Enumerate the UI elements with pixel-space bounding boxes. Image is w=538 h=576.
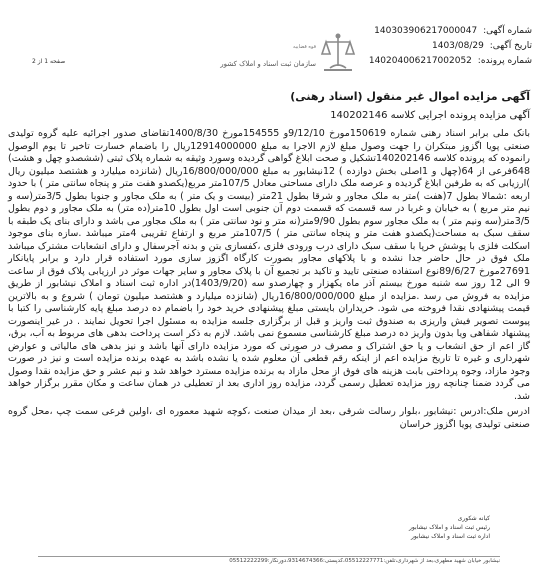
ad-date: 1403/08/29: [432, 41, 484, 51]
footer-address: نیشابور خیابان شهید مطهری،بعد از شهرداری،تلفن:05512227771،کدپستی:9314674366،دورنگار:05512222299: [229, 558, 500, 564]
judiciary-emblem-icon: [320, 30, 356, 74]
file-number-label: شماره پرونده:: [477, 56, 532, 66]
file-number: 140204006217002052: [368, 56, 472, 66]
signatory-position: رئیس ثبت اسناد و املاک نیشابور: [409, 524, 490, 531]
ad-number: 140303906217000047: [374, 26, 478, 36]
auction-notice-body: بانک ملی برابر اسناد رهنی شماره 150619مورخ 9/12/10و 154555مورخ 1400/8/30تقاضای صدور اجرائیه علیه گروه تولیدی صنعتی پویا اگزوز مبتکران را جهت وصول مبلغ لازم الاجرا به مبلغ 12914000000ریال را باضمام خسارت تاخیر تا یوم الوصول رانموده که پرونده کلاسه 140202146تشکیل و صحت ابلاغ گواهی گردیده وسورد وثیقه به شماره پلاک ثبتی (ششصدو چهل و هشت) 648فرعی از 64(چهل و 1اصلی بخش دوازده ) 12نیشابور به مبلغ 16/800/000/000ریال (شانزده میلیارد و هشتصد میلیون ریال )ارزیابی که به طرفین ابلاغ گردیده و عرصه ملک دارای مساحتی معادل 107/5متر مربع(یکصدو هفت متر و پنجاه سانتی متر ) با حدود اربعه :شمالا بطول 7(هفت )متر به ملک مجاور و شرقا بطول 21متر (بیست و یک متر ) به ملک مجاور و جنوبا بطول 3/5متر(سه و نیم متر مربع ) به خیابان و غربا در سه قسمت که قسمت دوم آن جنوبی است اول بطول 10متر(ده متر) به ملک مجاور و دوم بطول 3/5متر(سه ونیم متر ) به ملک مجاور سوم بطول 9/90متر(نه متر و نود سانتی متر ) به ملک مجاور می باشد و دارای بنای یک طبقه با سقف سبک به مساحت(یکصدو هفت متر و پنجاه سانتی متر ) 107/5متر مربع و ارتفاع تقریبی 4متر میباشد .سازه بنای موجود اسکلت فلزی با پوشش خرپا با سقف سبک دارای درب ورودی فلزی ،کفسازی بتن و بدنه آجرسفال و دارای انشعابات مشترک میباشد ملک فوق در حال حاضر جدا نشده و با پلاکهای مجاور بصورت کارگاه اگزوز سازی مورد استفاده قرار دارد و برابر پایانکار 27691مورخ 89/6/27نوع استفاده صنعتی تایید و تاکید بر تجمیع آن با پلاک مجاور و سایر جهات موثر در ارزیابی پلاک فوق از ساعت 9 الی 12 روز سه شنبه مورخ بیستم آذر ماه یکهزار و چهارصدو سه (1403/9/20)در اداره ثبت اسناد و املاک نیشابور از طریق مزایده به فروش می رسد .مزایده از مبلغ 16/800/000/000ریال (شانزده میلیارد و هشتصد میلیون تومان ) شروع و به بالاترین قیمت پیشنهادی نقدا فروخته می شود. خریداران بایستی مبلغ پیشنهادی خرید خود را باضمام ده درصد مبلغ پایه کارشناسی را کتبا با پیوست تصویر فیش واریزی به صندوق ثبت واریز و قبل از برگزاری جلسه مزایده به مسئول اجرا تحویل نمایند . در غیر اینصورت پیشنهاد شفاهی ویا بدون واریز ده درصد مبلغ کارشناسی مسموع نمی باشد. لازم به ذکر است پرداخت بدهی های مربوط به آب، برق، گاز اعم از حق انشعاب و یا حق اشتراک و مصرف در صورتی که مورد مزایده دارای آنها باشد و نیز بدهی های مالیاتی و عوارض شهرداری و غیره تا تاریخ مزایده اعم از اینکه رقم قطعی آن معلوم شده یا نشده باشد به عهده برنده مزایده است و نیز در صورت وجود مازاد، وجوه پرداختی بابت هزینه های فوق از محل مازاد به برنده مزایده مسترد خواهد شد و نیم عشر و حق مزایده نقدا وصول می گردد ضمنا چنانچه روز مزایده تعطیل رسمی گردد، مزایده روز اداری بعد از تعطیلی در همان ساعت و مکان مقرر برگزار خواهد شد.: [8, 128, 531, 402]
ad-date-label: تاریخ آگهی:: [489, 41, 532, 51]
signatory-name: کیانه شکوری: [457, 515, 490, 522]
file-number-row: [368, 54, 532, 69]
property-address: ادرس ملک:ادرس :نیشابور ،بلوار رسالت شرقی ،بعد از میدان صنعت ،کوچه شهید معموره ای ،اولین فرعی سمت چپ ،محل گروه صنعتی تولیدی پویا اگزوز خراسان: [8, 406, 530, 430]
footer-divider: [38, 556, 500, 557]
document-meta: [368, 24, 532, 69]
signature-block: [409, 514, 490, 541]
document-subtitle: آگهی مزایده پرونده اجرایی کلاسه 140202146: [330, 110, 530, 121]
ad-number-row: [374, 24, 532, 39]
signatory-unit: اداره ثبت اسناد و املاک نیشابور: [410, 533, 490, 540]
document-title: آگهی مزایده اموال غیر منقول (اسناد رهنی): [290, 90, 530, 103]
ad-date-row: [392, 39, 532, 54]
ad-number-label: شماره آگهی:: [483, 26, 532, 36]
page-number: صفحه 1 از 2: [32, 58, 66, 65]
document-content: [8, 80, 530, 431]
registration-org-logo: [196, 30, 356, 78]
logo-sub-caption: قوه قضاییه: [292, 44, 316, 50]
logo-org-name: سازمان ثبت اسناد و املاک کشور: [220, 60, 316, 68]
